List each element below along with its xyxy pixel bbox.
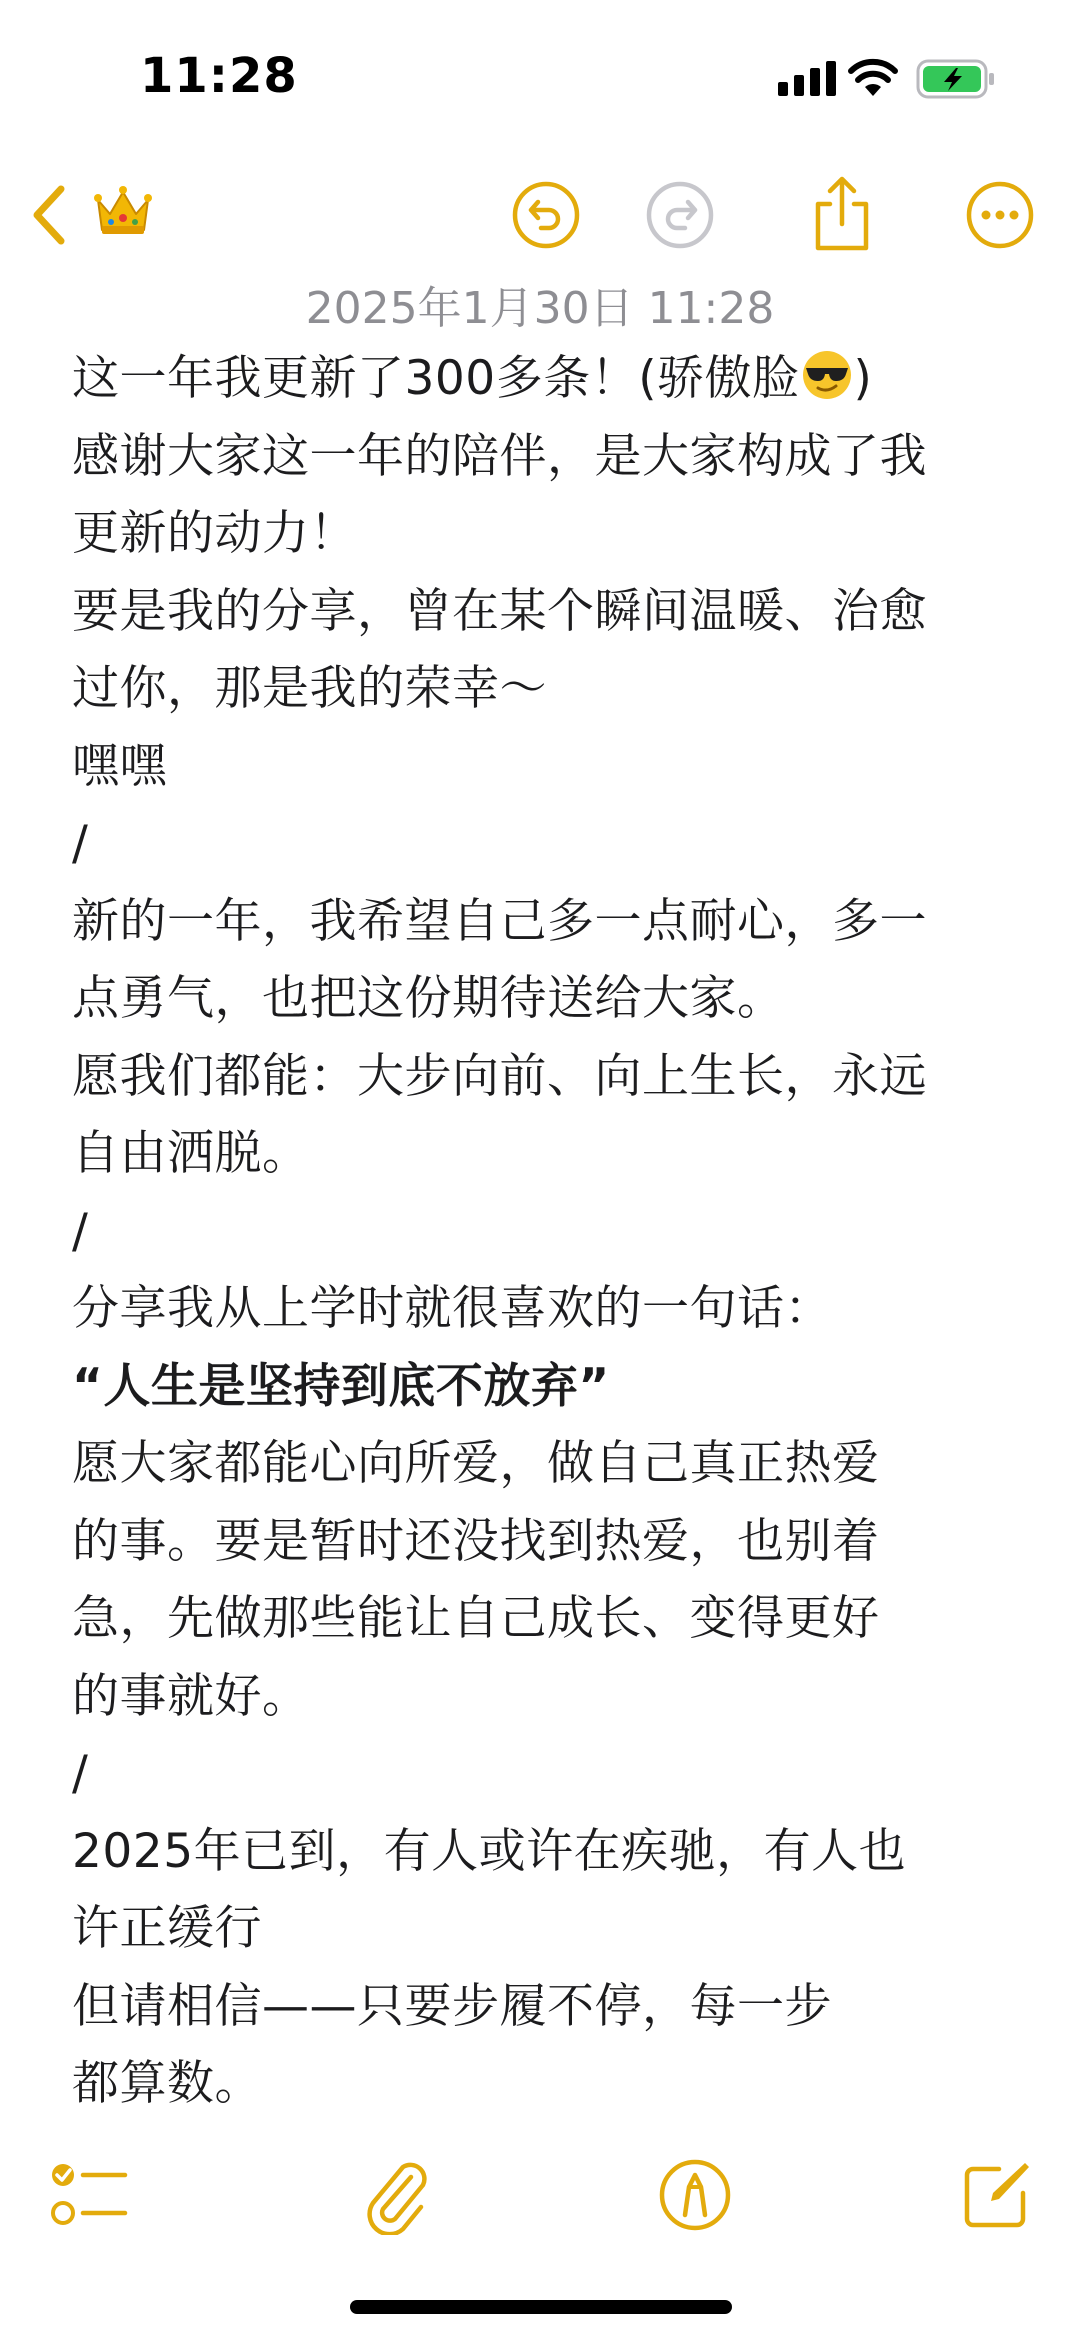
note-line: 分享我从上学时就很喜欢的一句话： bbox=[72, 1281, 832, 1336]
note-line: 都算数。 bbox=[72, 2056, 262, 2111]
note-line: 点勇气，也把这份期待送给大家。 bbox=[72, 971, 785, 1026]
note-line: 嘿嘿 bbox=[72, 738, 167, 794]
note-line: / bbox=[72, 1746, 89, 1801]
note-line: / bbox=[72, 816, 89, 871]
more-options-button[interactable] bbox=[960, 170, 1040, 260]
note-line: 的事就好。 bbox=[72, 1668, 310, 1724]
note-line: 愿我们都能：大步向前、向上生长，永远 bbox=[72, 1048, 927, 1104]
wifi-icon bbox=[848, 58, 898, 98]
share-icon bbox=[810, 174, 874, 254]
note-line: 急，先做那些能让自己成长、变得更好 bbox=[72, 1591, 880, 1646]
note-line: 的事。要是暂时还没找到热爱，也别着 bbox=[72, 1513, 880, 1569]
note-line: 过你，那是我的荣幸～ bbox=[72, 661, 547, 716]
back-button[interactable] bbox=[14, 170, 84, 260]
note-date: 2025年1月30日 11:28 bbox=[305, 283, 775, 334]
note-line: 许正缓行 bbox=[72, 1901, 262, 1956]
note-line: 自由洒脱。 bbox=[72, 1126, 310, 1181]
more-icon bbox=[965, 180, 1035, 250]
redo-button[interactable] bbox=[640, 170, 720, 260]
note-line: 愿大家都能心向所爱，做自己真正热爱 bbox=[72, 1436, 880, 1491]
checklist-icon bbox=[49, 2159, 129, 2231]
compose-button[interactable] bbox=[952, 2150, 1042, 2240]
back-chevron-icon bbox=[29, 183, 69, 247]
note-line-bold-quote: “人生是坚持到底不放弃” bbox=[72, 1358, 610, 1414]
note-toolbar bbox=[0, 160, 1080, 270]
status-time: 11:28 bbox=[140, 48, 298, 104]
checklist-button[interactable] bbox=[44, 2150, 134, 2240]
note-line: 更新的动力！ bbox=[72, 506, 357, 561]
note-line: 感谢大家这一年的陪伴，是大家构成了我 bbox=[72, 428, 927, 484]
paperclip-icon bbox=[359, 2155, 435, 2235]
crown-icon bbox=[92, 180, 154, 242]
note-line: / bbox=[72, 1203, 89, 1259]
undo-button[interactable] bbox=[506, 170, 586, 260]
note-line: 这一年我更新了300多条！(骄傲脸 ) bbox=[72, 340, 1022, 418]
share-button[interactable] bbox=[802, 164, 882, 264]
note-line: 新的一年，我希望自己多一点耐心，多一 bbox=[72, 893, 927, 949]
note-line: 要是我的分享，曾在某个瞬间温暖、治愈 bbox=[72, 583, 927, 639]
battery-charging-icon bbox=[916, 58, 996, 100]
cellular-signal-icon bbox=[778, 60, 836, 98]
markup-button[interactable] bbox=[650, 2150, 740, 2240]
markup-pen-icon bbox=[657, 2157, 733, 2233]
note-line: 但请相信——只要步履不停，每一步 bbox=[72, 1978, 832, 2034]
compose-icon bbox=[959, 2157, 1035, 2233]
status-bar bbox=[0, 0, 1080, 150]
bottom-toolbar bbox=[0, 2130, 1080, 2260]
home-indicator[interactable] bbox=[350, 2300, 732, 2314]
undo-icon bbox=[511, 180, 581, 250]
sunglasses-emoji-icon bbox=[800, 348, 854, 402]
attachment-button[interactable] bbox=[352, 2150, 442, 2240]
note-body[interactable] bbox=[72, 340, 1022, 2123]
redo-icon bbox=[645, 180, 715, 250]
note-line: 2025年已到，有人或许在疾驰，有人也 bbox=[72, 1823, 907, 1879]
